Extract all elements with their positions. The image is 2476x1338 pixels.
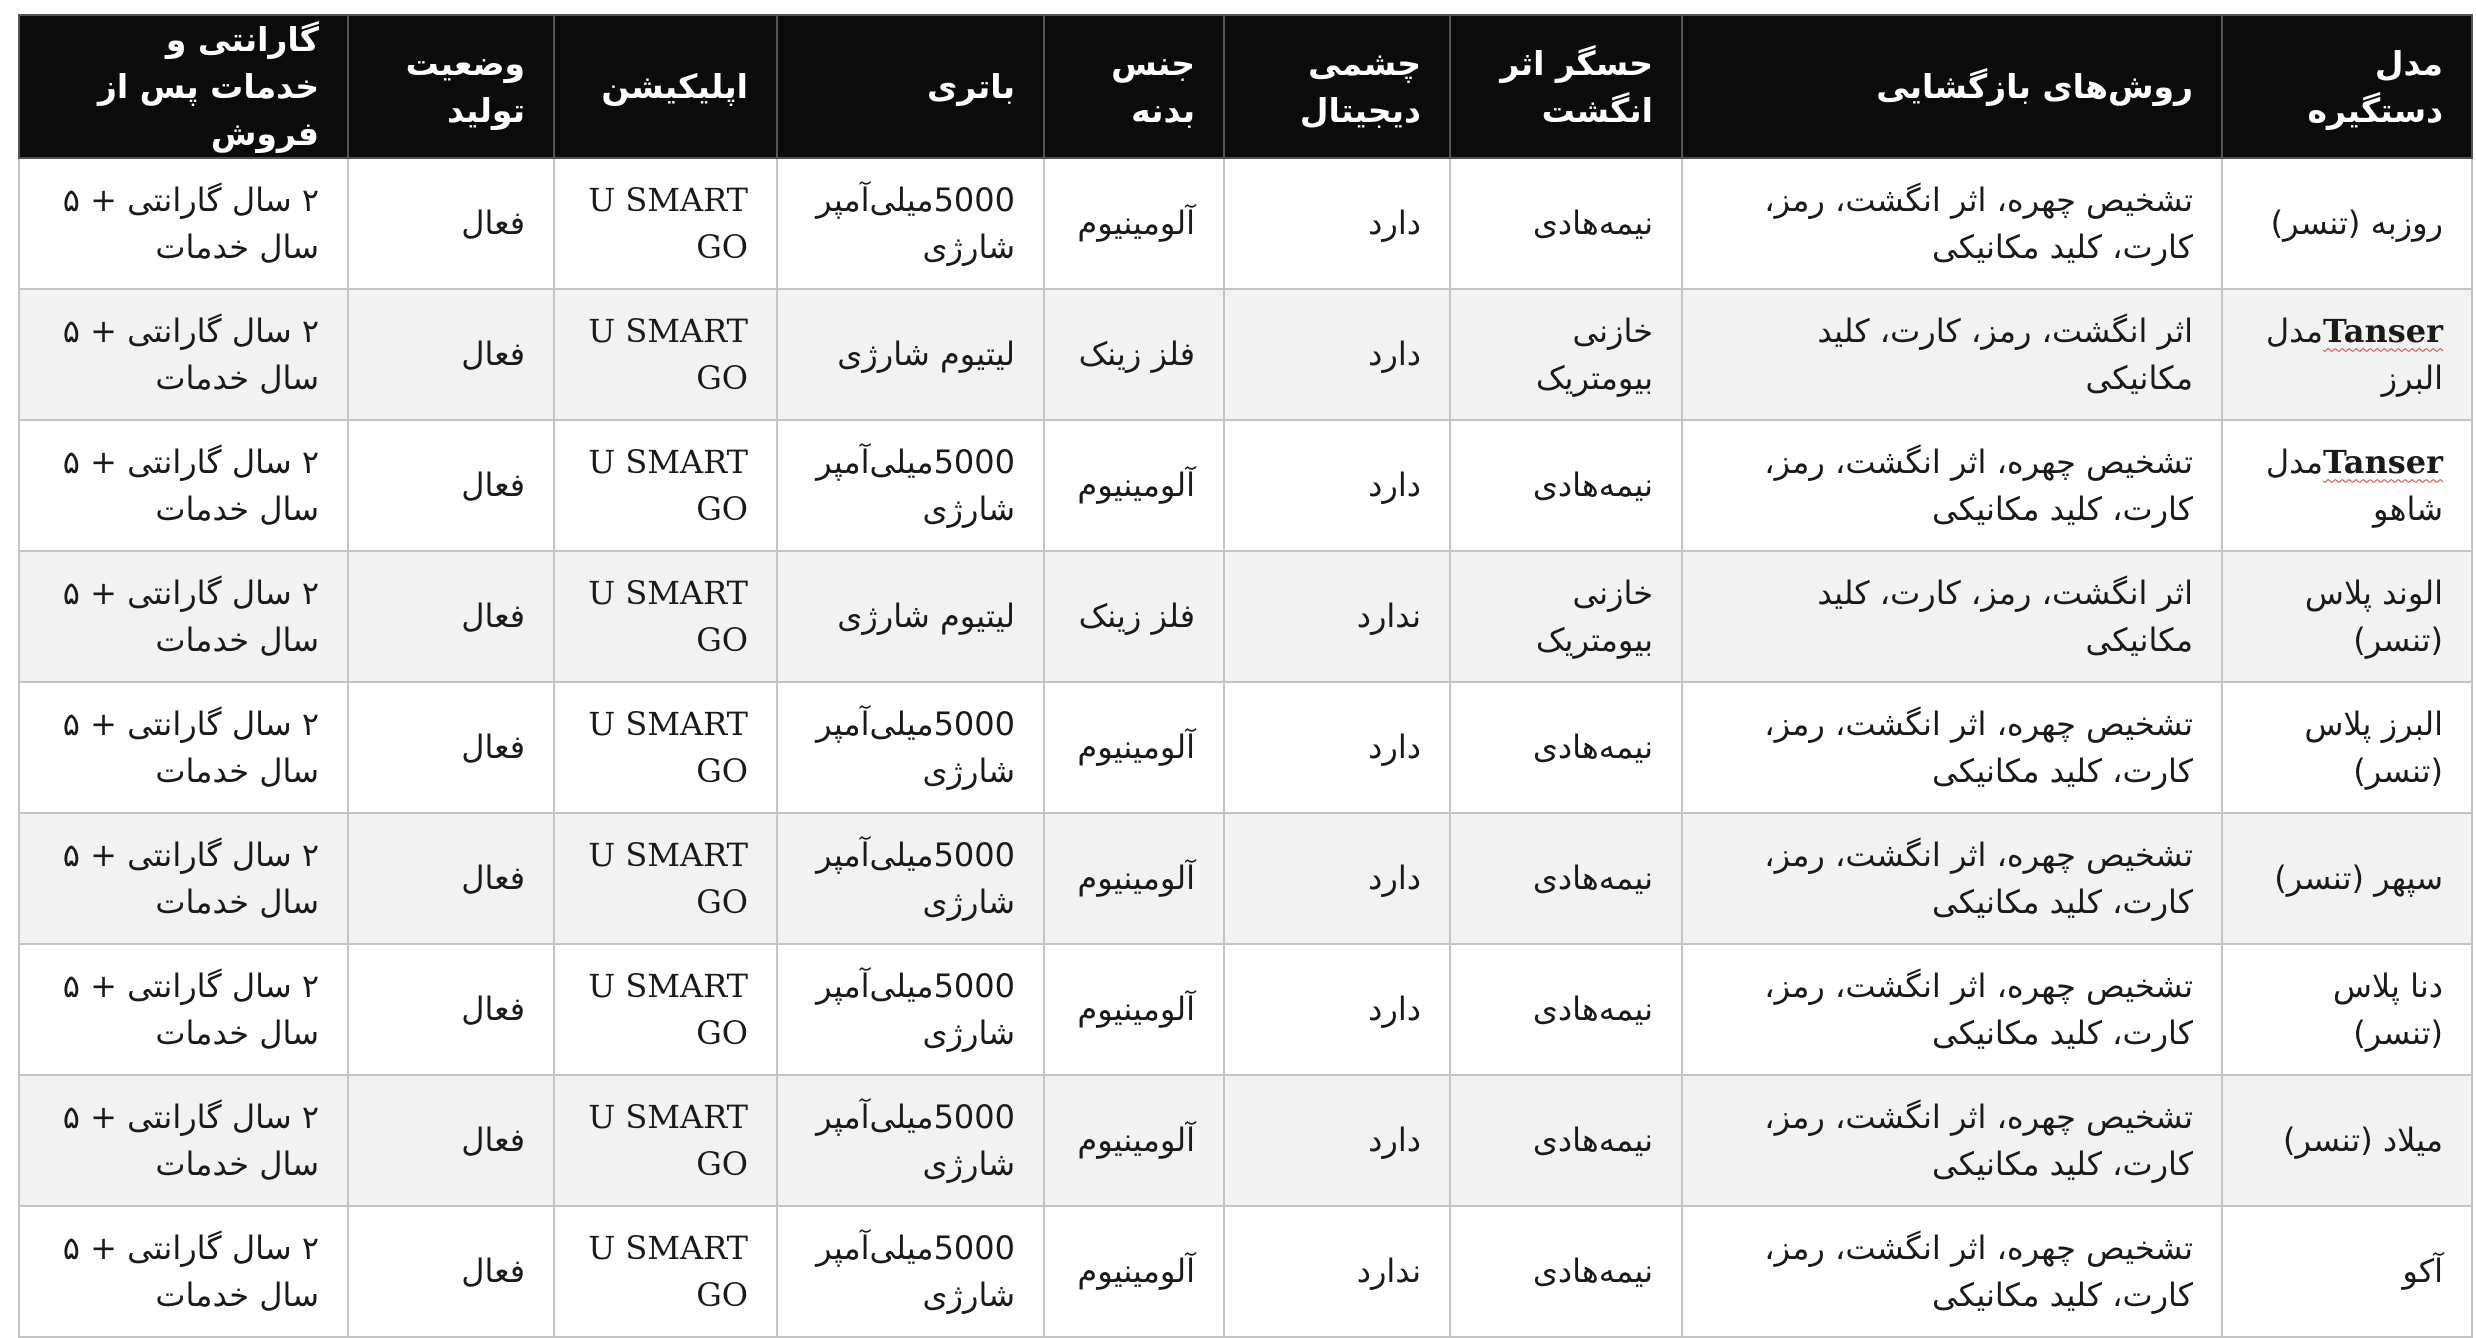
header-production-status: وضعیت تولید — [348, 15, 554, 158]
table-row — [19, 158, 2472, 289]
cell-battery-text: لیتیوم شارژی — [837, 597, 1015, 635]
cell-application — [554, 289, 777, 420]
cell-model — [2222, 944, 2472, 1075]
cell-fingerprint-sensor — [1450, 1206, 1682, 1337]
comparison-table-container — [18, 14, 2471, 1338]
cell-digital-peephole — [1224, 551, 1450, 682]
cell-model — [2222, 1075, 2472, 1206]
cell-opening-methods-text: تشخیص چهره، اثر انگشت، رمز، کارت، کلید مکانیکی — [1764, 835, 2193, 921]
cell-production-status — [348, 813, 554, 944]
cell-battery — [777, 944, 1044, 1075]
cell-opening-methods — [1682, 682, 2222, 813]
cell-fingerprint-sensor — [1450, 682, 1682, 813]
cell-digital-peephole-text: دارد — [1368, 728, 1421, 766]
cell-production-status — [348, 682, 554, 813]
cell-production-status — [348, 1075, 554, 1206]
table-row — [19, 944, 2472, 1075]
cell-production-status-text: فعال — [461, 728, 525, 766]
table-row — [19, 813, 2472, 944]
cell-production-status-text: فعال — [461, 1121, 525, 1159]
cell-opening-methods-text: اثر انگشت، رمز، کارت، کلید مکانیکی — [1817, 573, 2193, 659]
cell-body-material — [1044, 682, 1224, 813]
cell-application — [554, 158, 777, 289]
cell-body-material — [1044, 813, 1224, 944]
cell-opening-methods — [1682, 1206, 2222, 1337]
cell-production-status-text: فعال — [461, 466, 525, 504]
cell-model-text: مدل البرز — [2265, 311, 2443, 397]
cell-digital-peephole-text: دارد — [1368, 204, 1421, 242]
cell-battery-text: 5000میلی‌آمپر شارژی — [816, 966, 1015, 1052]
cell-model — [2222, 289, 2472, 420]
cell-opening-methods-text: تشخیص چهره، اثر انگشت، رمز، کارت، کلید مکانیکی — [1764, 704, 2193, 790]
cell-model — [2222, 813, 2472, 944]
cell-body-material-text: آلومینیوم — [1077, 1121, 1195, 1159]
cell-fingerprint-sensor — [1450, 944, 1682, 1075]
cell-production-status-text: فعال — [461, 1252, 525, 1290]
cell-digital-peephole-text: دارد — [1368, 1121, 1421, 1159]
cell-battery-text: 5000میلی‌آمپر شارژی — [816, 180, 1015, 266]
cell-battery-text: 5000میلی‌آمپر شارژی — [816, 704, 1015, 790]
cell-battery-text: لیتیوم شارژی — [837, 335, 1015, 373]
cell-production-status — [348, 551, 554, 682]
table-row — [19, 289, 2472, 420]
cell-fingerprint-sensor — [1450, 289, 1682, 420]
cell-battery — [777, 813, 1044, 944]
cell-digital-peephole — [1224, 289, 1450, 420]
cell-application-text: U SMART GO — [588, 835, 748, 921]
cell-warranty-text: ۲ سال گارانتی + ۵ سال خدمات — [62, 442, 319, 528]
cell-body-material — [1044, 944, 1224, 1075]
cell-body-material-text: فلز زینک — [1078, 335, 1195, 373]
cell-battery — [777, 289, 1044, 420]
cell-model-text: آکو — [2402, 1252, 2443, 1290]
cell-digital-peephole — [1224, 813, 1450, 944]
cell-fingerprint-sensor-text: نیمه‌هادی — [1532, 728, 1653, 766]
cell-opening-methods — [1682, 420, 2222, 551]
cell-warranty-text: ۲ سال گارانتی + ۵ سال خدمات — [62, 573, 319, 659]
cell-fingerprint-sensor-text: نیمه‌هادی — [1532, 1121, 1653, 1159]
cell-application-text: U SMART GO — [588, 180, 748, 266]
cell-body-material-text: آلومینیوم — [1077, 466, 1195, 504]
cell-warranty — [19, 158, 348, 289]
cell-fingerprint-sensor — [1450, 158, 1682, 289]
cell-warranty-text: ۲ سال گارانتی + ۵ سال خدمات — [62, 966, 319, 1052]
cell-battery-text: 5000میلی‌آمپر شارژی — [816, 835, 1015, 921]
cell-digital-peephole — [1224, 420, 1450, 551]
cell-battery — [777, 1206, 1044, 1337]
cell-opening-methods-text: تشخیص چهره، اثر انگشت، رمز، کارت، کلید مکانیکی — [1764, 1228, 2193, 1314]
cell-digital-peephole — [1224, 944, 1450, 1075]
cell-body-material — [1044, 289, 1224, 420]
cell-warranty — [19, 1206, 348, 1337]
cell-application-text: U SMART GO — [588, 1097, 748, 1183]
cell-battery-text: 5000میلی‌آمپر شارژی — [816, 1097, 1015, 1183]
cell-application — [554, 1206, 777, 1337]
cell-model — [2222, 551, 2472, 682]
cell-application — [554, 813, 777, 944]
cell-fingerprint-sensor-text: نیمه‌هادی — [1532, 204, 1653, 242]
cell-battery — [777, 1075, 1044, 1206]
cell-model-text: دنا پلاس (تنسر) — [2332, 966, 2443, 1052]
cell-fingerprint-sensor-text: نیمه‌هادی — [1532, 466, 1653, 504]
cell-model — [2222, 420, 2472, 551]
cell-opening-methods — [1682, 158, 2222, 289]
cell-opening-methods — [1682, 944, 2222, 1075]
cell-production-status-text: فعال — [461, 859, 525, 897]
brand-name: Tanser — [2323, 311, 2443, 350]
cell-digital-peephole-text: دارد — [1368, 990, 1421, 1028]
cell-fingerprint-sensor — [1450, 420, 1682, 551]
cell-production-status-text: فعال — [461, 597, 525, 635]
cell-digital-peephole-text: ندارد — [1356, 1252, 1421, 1290]
cell-model — [2222, 1206, 2472, 1337]
cell-body-material — [1044, 1075, 1224, 1206]
cell-application-text: U SMART GO — [588, 1228, 748, 1314]
cell-digital-peephole — [1224, 1075, 1450, 1206]
cell-warranty — [19, 289, 348, 420]
cell-model-text: البرز پلاس (تنسر) — [2304, 704, 2443, 790]
cell-opening-methods — [1682, 551, 2222, 682]
cell-digital-peephole-text: دارد — [1368, 335, 1421, 373]
cell-model-text: سپهر (تنسر) — [2274, 859, 2443, 897]
cell-warranty-text: ۲ سال گارانتی + ۵ سال خدمات — [62, 1097, 319, 1183]
header-fingerprint-sensor: حسگر اثر انگشت — [1450, 15, 1682, 158]
cell-model-text: میلاد (تنسر) — [2282, 1121, 2443, 1159]
cell-warranty-text: ۲ سال گارانتی + ۵ سال خدمات — [62, 1228, 319, 1314]
cell-warranty — [19, 813, 348, 944]
brand-name: Tanser — [2323, 442, 2443, 481]
cell-application-text: U SMART GO — [588, 966, 748, 1052]
cell-production-status — [348, 420, 554, 551]
cell-battery-text: 5000میلی‌آمپر شارژی — [816, 442, 1015, 528]
cell-warranty-text: ۲ سال گارانتی + ۵ سال خدمات — [62, 704, 319, 790]
cell-application — [554, 420, 777, 551]
cell-digital-peephole-text: دارد — [1368, 859, 1421, 897]
header-body-material: جنس بدنه — [1044, 15, 1224, 158]
cell-production-status-text: فعال — [461, 204, 525, 242]
cell-battery — [777, 420, 1044, 551]
cell-opening-methods-text: تشخیص چهره، اثر انگشت، رمز، کارت، کلید مکانیکی — [1764, 966, 2193, 1052]
cell-opening-methods — [1682, 289, 2222, 420]
cell-body-material — [1044, 1206, 1224, 1337]
cell-battery — [777, 158, 1044, 289]
header-model: مدل دستگیره — [2222, 15, 2472, 158]
cell-application-text: U SMART GO — [588, 311, 748, 397]
cell-production-status — [348, 289, 554, 420]
cell-warranty — [19, 551, 348, 682]
cell-digital-peephole — [1224, 158, 1450, 289]
cell-model-text: مدل شاهو — [2265, 442, 2443, 528]
cell-model-text: الوند پلاس (تنسر) — [2304, 573, 2443, 659]
cell-body-material-text: آلومینیوم — [1077, 728, 1195, 766]
table-row — [19, 420, 2472, 551]
cell-application-text: U SMART GO — [588, 573, 748, 659]
cell-opening-methods-text: تشخیص چهره، اثر انگشت، رمز، کارت، کلید مکانیکی — [1764, 1097, 2193, 1183]
cell-warranty — [19, 420, 348, 551]
cell-fingerprint-sensor — [1450, 1075, 1682, 1206]
header-application: اپلیکیشن — [554, 15, 777, 158]
cell-opening-methods-text: تشخیص چهره، اثر انگشت، رمز، کارت، کلید مکانیکی — [1764, 180, 2193, 266]
cell-application — [554, 551, 777, 682]
cell-body-material — [1044, 158, 1224, 289]
cell-fingerprint-sensor — [1450, 813, 1682, 944]
header-opening-methods: روش‌های بازگشایی — [1682, 15, 2222, 158]
cell-application-text: U SMART GO — [588, 704, 748, 790]
table-body — [19, 158, 2472, 1337]
cell-production-status — [348, 158, 554, 289]
cell-opening-methods-text: تشخیص چهره، اثر انگشت، رمز، کارت، کلید مکانیکی — [1764, 442, 2193, 528]
cell-digital-peephole — [1224, 1206, 1450, 1337]
cell-digital-peephole — [1224, 682, 1450, 813]
cell-opening-methods — [1682, 813, 2222, 944]
cell-production-status-text: فعال — [461, 335, 525, 373]
cell-fingerprint-sensor-text: نیمه‌هادی — [1532, 859, 1653, 897]
cell-production-status-text: فعال — [461, 990, 525, 1028]
table-row — [19, 682, 2472, 813]
header-digital-peephole: چشمی دیجیتال — [1224, 15, 1450, 158]
smart-lock-comparison-table — [18, 14, 2473, 1338]
table-row — [19, 1206, 2472, 1337]
cell-battery — [777, 682, 1044, 813]
cell-body-material-text: فلز زینک — [1078, 597, 1195, 635]
cell-model — [2222, 682, 2472, 813]
cell-fingerprint-sensor-text: نیمه‌هادی — [1532, 1252, 1653, 1290]
cell-warranty-text: ۲ سال گارانتی + ۵ سال خدمات — [62, 180, 319, 266]
cell-body-material-text: آلومینیوم — [1077, 990, 1195, 1028]
cell-application — [554, 944, 777, 1075]
cell-warranty-text: ۲ سال گارانتی + ۵ سال خدمات — [62, 311, 319, 397]
cell-production-status — [348, 1206, 554, 1337]
cell-battery-text: 5000میلی‌آمپر شارژی — [816, 1228, 1015, 1314]
cell-warranty — [19, 682, 348, 813]
cell-fingerprint-sensor-text: خازنی بیومتریک — [1535, 573, 1653, 659]
table-header-row — [19, 15, 2472, 158]
header-battery: باتری — [777, 15, 1044, 158]
cell-battery — [777, 551, 1044, 682]
cell-body-material-text: آلومینیوم — [1077, 859, 1195, 897]
header-warranty: گارانتی و خدمات پس از فروش — [19, 15, 348, 158]
cell-opening-methods-text: اثر انگشت، رمز، کارت، کلید مکانیکی — [1817, 311, 2193, 397]
cell-model-text: روزبه (تنسر) — [2270, 204, 2443, 242]
cell-digital-peephole-text: دارد — [1368, 466, 1421, 504]
cell-warranty-text: ۲ سال گارانتی + ۵ سال خدمات — [62, 835, 319, 921]
cell-body-material-text: آلومینیوم — [1077, 204, 1195, 242]
cell-warranty — [19, 1075, 348, 1206]
cell-warranty — [19, 944, 348, 1075]
table-row — [19, 1075, 2472, 1206]
cell-fingerprint-sensor-text: خازنی بیومتریک — [1535, 311, 1653, 397]
cell-opening-methods — [1682, 1075, 2222, 1206]
cell-body-material — [1044, 420, 1224, 551]
cell-production-status — [348, 944, 554, 1075]
cell-application — [554, 682, 777, 813]
cell-digital-peephole-text: ندارد — [1356, 597, 1421, 635]
cell-model — [2222, 158, 2472, 289]
table-row — [19, 551, 2472, 682]
cell-body-material-text: آلومینیوم — [1077, 1252, 1195, 1290]
cell-application-text: U SMART GO — [588, 442, 748, 528]
cell-fingerprint-sensor-text: نیمه‌هادی — [1532, 990, 1653, 1028]
cell-body-material — [1044, 551, 1224, 682]
cell-application — [554, 1075, 777, 1206]
cell-fingerprint-sensor — [1450, 551, 1682, 682]
